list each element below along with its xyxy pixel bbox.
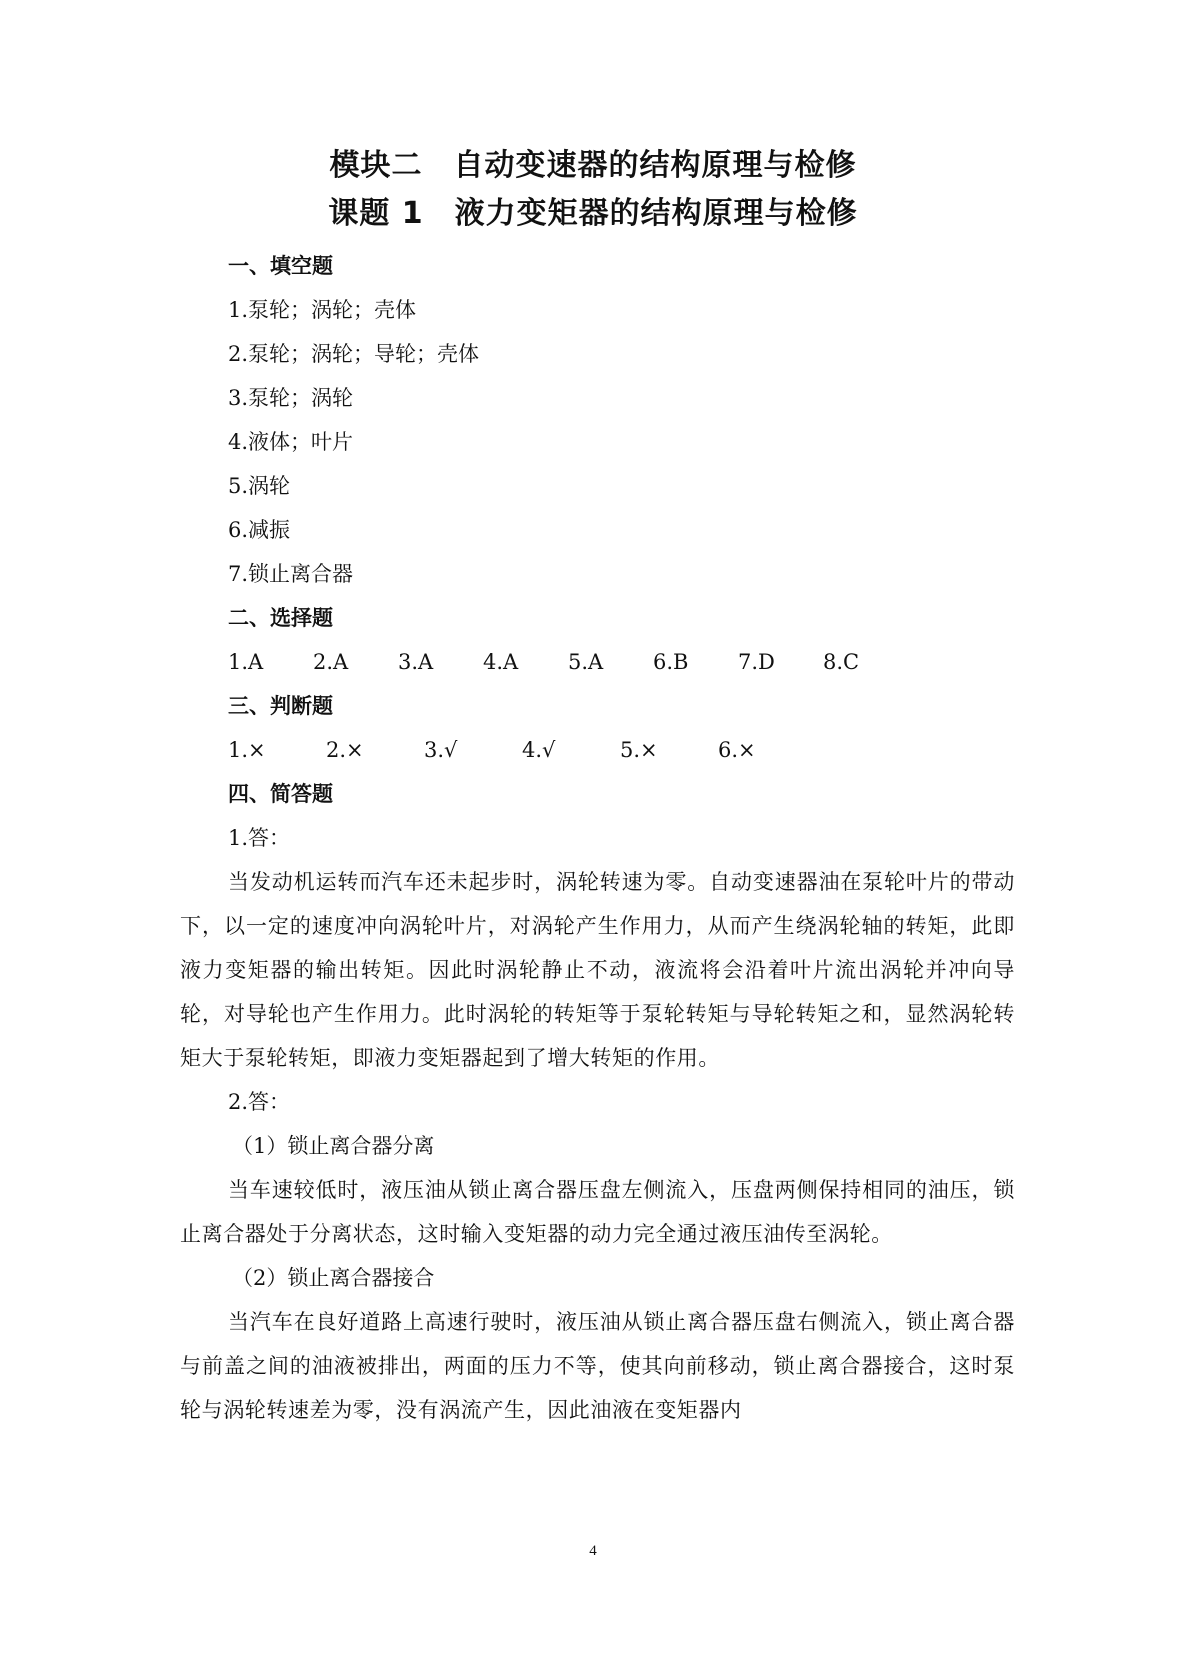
judgment-answer: 4.√ (522, 738, 556, 762)
fill-blank-item: 2.泵轮；涡轮；导轮；壳体 (228, 342, 480, 366)
subheading-clutch-engage: （2）锁止离合器接合 (232, 1266, 435, 1290)
choice-answer: 5.A (568, 650, 604, 674)
section-heading-judgment: 三、判断题 (228, 694, 333, 718)
section-heading-short-answer: 四、简答题 (228, 782, 333, 806)
choice-answer: 2.A (313, 650, 349, 674)
module-title: 模块二 自动变速器的结构原理与检修 (329, 148, 857, 183)
fill-blank-item: 1.泵轮；涡轮；壳体 (228, 298, 417, 322)
judgment-answer: 5.× (620, 738, 658, 762)
choice-answer: 1.A (228, 650, 264, 674)
judgment-answer: 1.× (228, 738, 266, 762)
judgment-answer: 6.× (718, 738, 756, 762)
choice-answers (180, 640, 1015, 684)
section-heading-fill-blank: 一、填空题 (228, 254, 333, 278)
judgment-answer: 2.× (326, 738, 364, 762)
answer-paragraph-clutch-engage: 当汽车在良好道路上高速行驶时，液压油从锁止离合器压盘右侧流入，锁止离合器与前盖之间的油液被排出，两面的压力不等，使其向前移动，锁止离合器接合，这时泵轮与涡轮转速差为零，没有涡流产生，因此油液在变矩器内 (180, 1310, 1015, 1422)
judgment-answers (180, 728, 1015, 772)
fill-blank-item: 3.泵轮；涡轮 (228, 386, 354, 410)
fill-blank-item: 4.液体；叶片 (228, 430, 354, 454)
answer-paragraph-q1: 当发动机运转而汽车还未起步时，涡轮转速为零。自动变速器油在泵轮叶片的带动下，以一定的速度冲向涡轮叶片，对涡轮产生作用力，从而产生绕涡轮轴的转矩，此即液力变矩器的输出转矩。因此时涡轮静止不动，液流将会沿着叶片流出涡轮并冲向导轮，对导轮也产生作用力。此时涡轮的转矩等于泵轮转矩与导轮转矩之和，显然涡轮转矩大于泵轮转矩，即液力变矩器起到了增大转矩的作用。 (180, 870, 1015, 1070)
answer-label-q1: 1.答： (228, 826, 291, 850)
answer-label-q2: 2.答： (228, 1090, 291, 1114)
section-heading-choice: 二、选择题 (228, 606, 333, 630)
fill-blank-item: 6.减振 (228, 518, 291, 542)
choice-answer: 8.C (823, 650, 860, 674)
answer-content (180, 244, 1015, 1432)
fill-blank-item: 5.涡轮 (228, 474, 291, 498)
fill-blank-item: 7.锁止离合器 (228, 562, 354, 586)
choice-answer: 6.B (653, 650, 689, 674)
title-block (0, 142, 1186, 238)
judgment-answer: 3.√ (424, 738, 458, 762)
topic-title: 课题 1 液力变矩器的结构原理与检修 (328, 196, 858, 231)
choice-answer: 4.A (483, 650, 519, 674)
answer-paragraph-clutch-release: 当车速较低时，液压油从锁止离合器压盘左侧流入，压盘两侧保持相同的油压，锁止离合器处于分离状态，这时输入变矩器的动力完全通过液压油传至涡轮。 (180, 1178, 1015, 1246)
choice-answer: 3.A (398, 650, 434, 674)
page-number: 4 (589, 1543, 597, 1559)
subheading-clutch-release: （1）锁止离合器分离 (232, 1134, 435, 1158)
choice-answer: 7.D (738, 650, 775, 674)
